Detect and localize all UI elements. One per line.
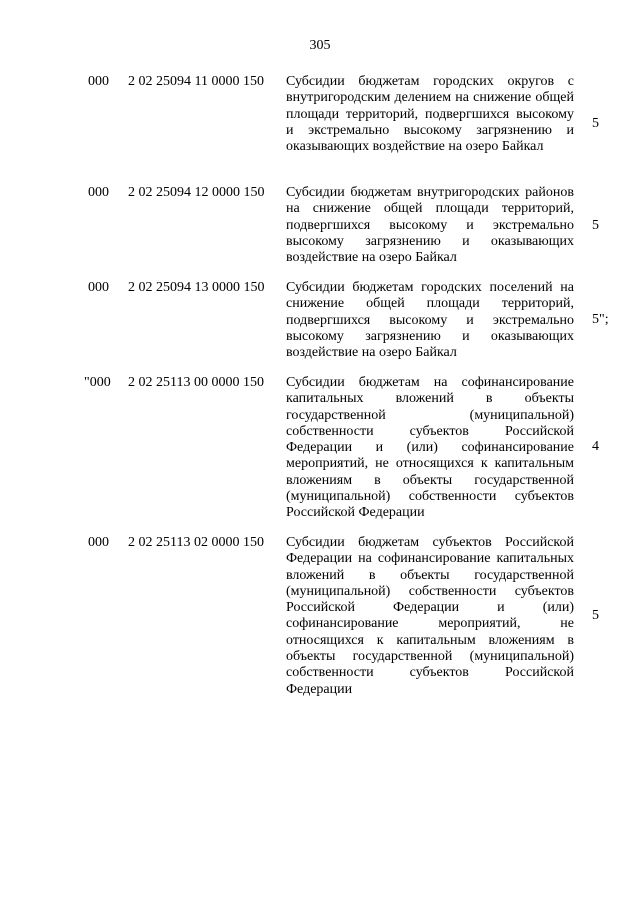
admin-code: 000 [88,535,109,550]
row-description: Субсидии бюджетам субъектов Российской Федерации на софинансирование капитальных вложений в объекты государственной (муниципальной) собственности субъектов Российской Федерации и (или) софинансирование мероприятий, не относящихся к капитальным вложениям в объекты государственной (муниципальной) собственности субъектов Российской Федерации [286,535,574,697]
admin-code: 000 [88,280,109,295]
row-value: 4 [592,439,599,454]
row-description: Субсидии бюджетам на софинансирование капитальных вложений в объекты государственной (муниципальной) собственности субъектов Российской Федерации и (или) софинансирование мероприятий, не относящихся к капитальным вложениям в объекты государственной (муниципальной) собственности субъектов Российской Федерации [286,375,574,521]
budget-classification-code: 2 02 25094 12 0000 150 [128,185,265,200]
admin-code: 000 [88,185,109,200]
row-value: 5 [592,116,599,131]
row-description: Субсидии бюджетам городских округов с внутригородским делением на снижение общей площади территорий, подвергшихся высокому и экстремально высокому загрязнению и оказывающих воздействие на озеро Байкал [286,74,574,155]
budget-classification-code: 2 02 25113 00 0000 150 [128,375,264,390]
admin-code: 000 [88,74,109,89]
budget-classification-code: 2 02 25094 13 0000 150 [128,280,265,295]
admin-code: "000 [84,375,111,390]
row-description: Субсидии бюджетам городских поселений на снижение общей площади территорий, подвергшихся высокому и экстремально высокому загрязнению и оказывающих воздействие на озеро Байкал [286,280,574,361]
row-value: 5 [592,608,599,623]
row-value: 5"; [592,312,609,327]
row-description: Субсидии бюджетам внутригородских районов на снижение общей площади территорий, подвергшихся высокому и экстремально высокому загрязнению и оказывающих воздействие на озеро Байкал [286,185,574,266]
row-value: 5 [592,218,599,233]
budget-classification-code: 2 02 25113 02 0000 150 [128,535,264,550]
page-number: 305 [309,38,331,53]
budget-classification-code: 2 02 25094 11 0000 150 [128,74,264,89]
